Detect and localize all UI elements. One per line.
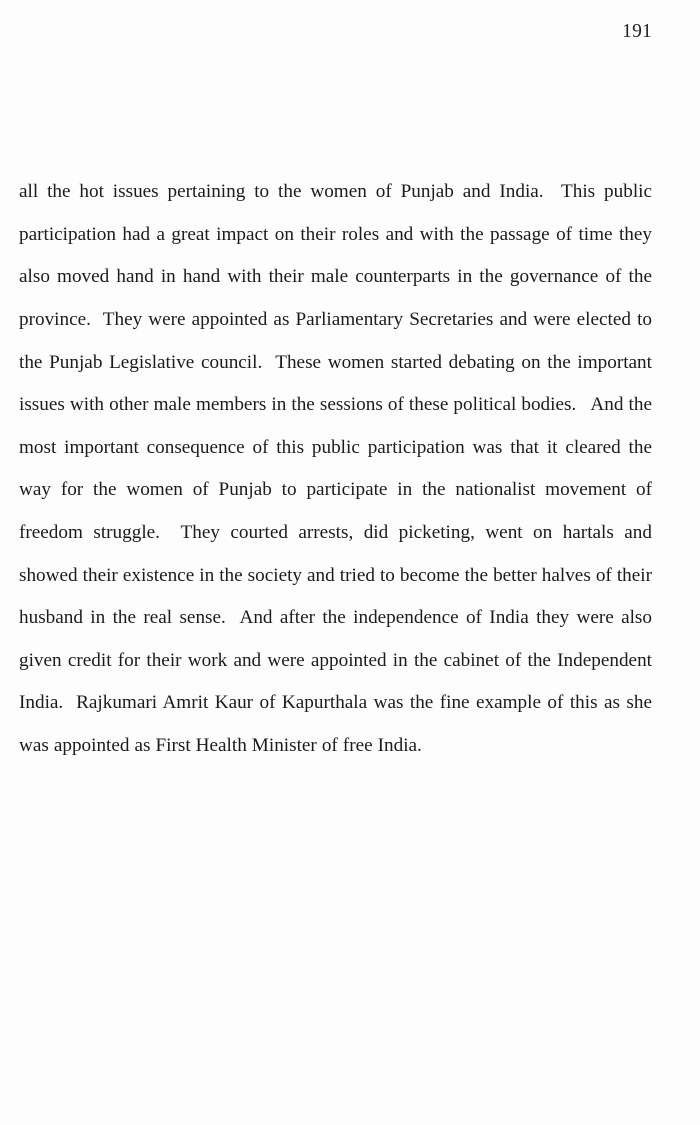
body-text-block <box>19 86 657 853</box>
page-number: 191 <box>622 21 652 42</box>
page-number-header <box>19 19 652 45</box>
body-paragraph: all the hot issues pertaining to the women of Punjab and India. This public participation had a great impact on their roles and with the passage of time they also moved hand in hand with their male counterparts in the governance of the province. They were appointed as Parliamentary Secretaries and were elected to the Punjab Legislative council. These women started debating on the important issues with other male members in the sessions of these political bodies. And the most important consequence of this public participation was that it cleared the way for the women of Punjab to participate in the nationalist movement of freedom struggle. They courted arrests, did picketing, went on hartals and showed their existence in the society and tried to become the better halves of their husband in the real sense. And after the independence of India they were also given credit for their work and were appointed in the cabinet of the Independent India. Rajkumari Amrit Kaur of Kapurthala was the fine example of this as she was appointed as First Health Minister of free India. <box>19 181 657 756</box>
